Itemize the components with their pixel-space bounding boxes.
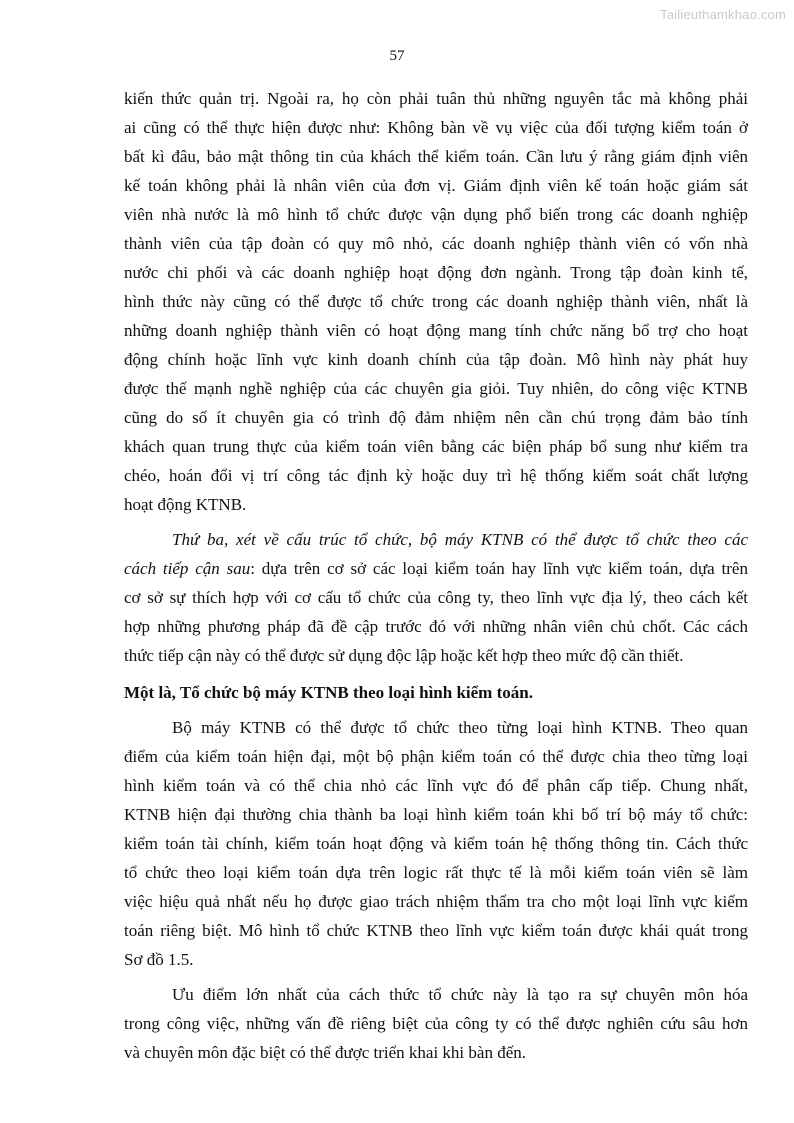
text-line: ai cũng có thể thực hiện được như: Không bàn về vụ việc của đối tượng kiểm toán ở	[124, 118, 748, 137]
italic-text: cách tiếp cận sau	[124, 559, 251, 578]
text-line: hình kiểm toán và có thể chia nhỏ các lĩnh vực đó để phân cấp tiếp. Chung nhất,	[124, 776, 748, 795]
text-line: động chính hoặc lĩnh vực kinh doanh chính của tập đoàn. Mô hình này phát huy	[124, 350, 748, 369]
text-line: khách quan trung thực của kiểm toán viên bằng các biện pháp bổ sung như kiểm tra	[124, 437, 748, 456]
text-line: Bộ máy KTNB có thể được tổ chức theo từng loại hình KTNB. Theo quan	[172, 718, 748, 737]
text-line: được thế mạnh nghề nghiệp của các chuyên gia giỏi. Tuy nhiên, do công việc KTNB	[124, 379, 748, 398]
italic-text: Thứ ba, xét về cấu trúc tổ chức, bộ máy KTNB có thể được tổ chức theo các	[172, 530, 748, 549]
text-line: kiến thức quản trị. Ngoài ra, họ còn phải tuân thủ những nguyên tắc mà không phải	[124, 89, 748, 108]
paragraph-2	[124, 525, 748, 670]
text-line: và chuyên môn đặc biệt có thể được triển khai khi bàn đến.	[124, 1043, 526, 1062]
text-line: hoạt động KTNB.	[124, 495, 247, 514]
section-heading: Một là, Tổ chức bộ máy KTNB theo loại hình kiểm toán.	[124, 683, 533, 702]
watermark: Tailieuthamkhao.com	[660, 7, 786, 22]
text-line: trong công việc, những vấn đề riêng biệt của công ty có thể được nghiên cứu sâu hơn	[124, 1014, 748, 1033]
text-line: cơ sở sự thích hợp với cơ cấu tổ chức của công ty, theo lĩnh vực địa lý, theo cách kết	[124, 588, 748, 607]
paragraph-1	[124, 84, 748, 519]
page-body	[124, 84, 748, 1067]
text-span: : dựa trên cơ sở các loại kiểm toán hay lĩnh vực kiểm toán, dựa trên	[250, 559, 748, 578]
text-line: bất kì đâu, bảo mật thông tin của khách thể kiểm toán. Cần lưu ý rằng giám định viên	[124, 147, 748, 166]
text-line: kiểm toán tài chính, kiểm toán hoạt động và kiểm toán hệ thống thông tin. Cách thức	[124, 834, 748, 853]
text-line: kế toán không phải là nhân viên của đơn vị. Giám định viên kế toán hoặc giám sát	[124, 176, 748, 195]
paragraph-3	[124, 713, 748, 974]
paragraph-4	[124, 980, 748, 1067]
text-line: nước chi phối và các doanh nghiệp hoạt động đơn ngành. Trong tập đoàn kinh tế,	[124, 263, 748, 282]
text-line: Ưu điểm lớn nhất của cách thức tổ chức này là tạo ra sự chuyên môn hóa	[172, 985, 748, 1004]
text-line: việc hiệu quả nhất nếu họ được giao trách nhiệm thẩm tra cho một loại lĩnh vực kiểm	[124, 892, 748, 911]
text-line: tổ chức theo loại kiểm toán dựa trên logic rất thực tế là mỗi kiểm toán viên sẽ làm	[124, 863, 748, 882]
text-line: cũng do số ít chuyên gia có trình độ đảm nhiệm nên cần chú trọng đảm bảo tính	[124, 408, 748, 427]
text-line: viên nhà nước là mô hình tổ chức được vận dụng phổ biến trong các doanh nghiệp	[124, 205, 748, 224]
text-line: toán riêng biệt. Mô hình tổ chức KTNB theo lĩnh vực kiểm toán được khái quát trong	[124, 921, 748, 940]
text-line: chéo, hoán đổi vị trí công tác định kỳ hoặc duy trì hệ thống kiểm soát chất lượng	[124, 466, 748, 485]
text-line: điểm của kiểm toán hiện đại, một bộ phận kiểm toán có thể được chia theo từng loại	[124, 747, 748, 766]
text-line: hình thức này cũng có thể được tổ chức trong các doanh nghiệp thành viên, nhất là	[124, 292, 748, 311]
text-line: những doanh nghiệp thành viên có hoạt động mang tính chức năng bổ trợ cho hoạt	[124, 321, 748, 340]
text-line: KTNB hiện đại thường chia thành ba loại hình kiểm toán khi bố trí bộ máy tổ chức:	[124, 805, 748, 824]
text-line: hợp những phương pháp đã đề cập trước đó với những nhân viên chủ chốt. Các cách	[124, 617, 748, 636]
text-line: thành viên của tập đoàn có quy mô nhỏ, các doanh nghiệp thành viên có vốn nhà	[124, 234, 748, 253]
page-number: 57	[389, 48, 405, 64]
text-line: Sơ đồ 1.5.	[124, 950, 194, 969]
text-line	[124, 525, 748, 554]
text-line	[124, 554, 748, 583]
text-line: thức tiếp cận này có thể được sử dụng độc lập hoặc kết hợp theo mức độ cần thiết.	[124, 646, 684, 665]
